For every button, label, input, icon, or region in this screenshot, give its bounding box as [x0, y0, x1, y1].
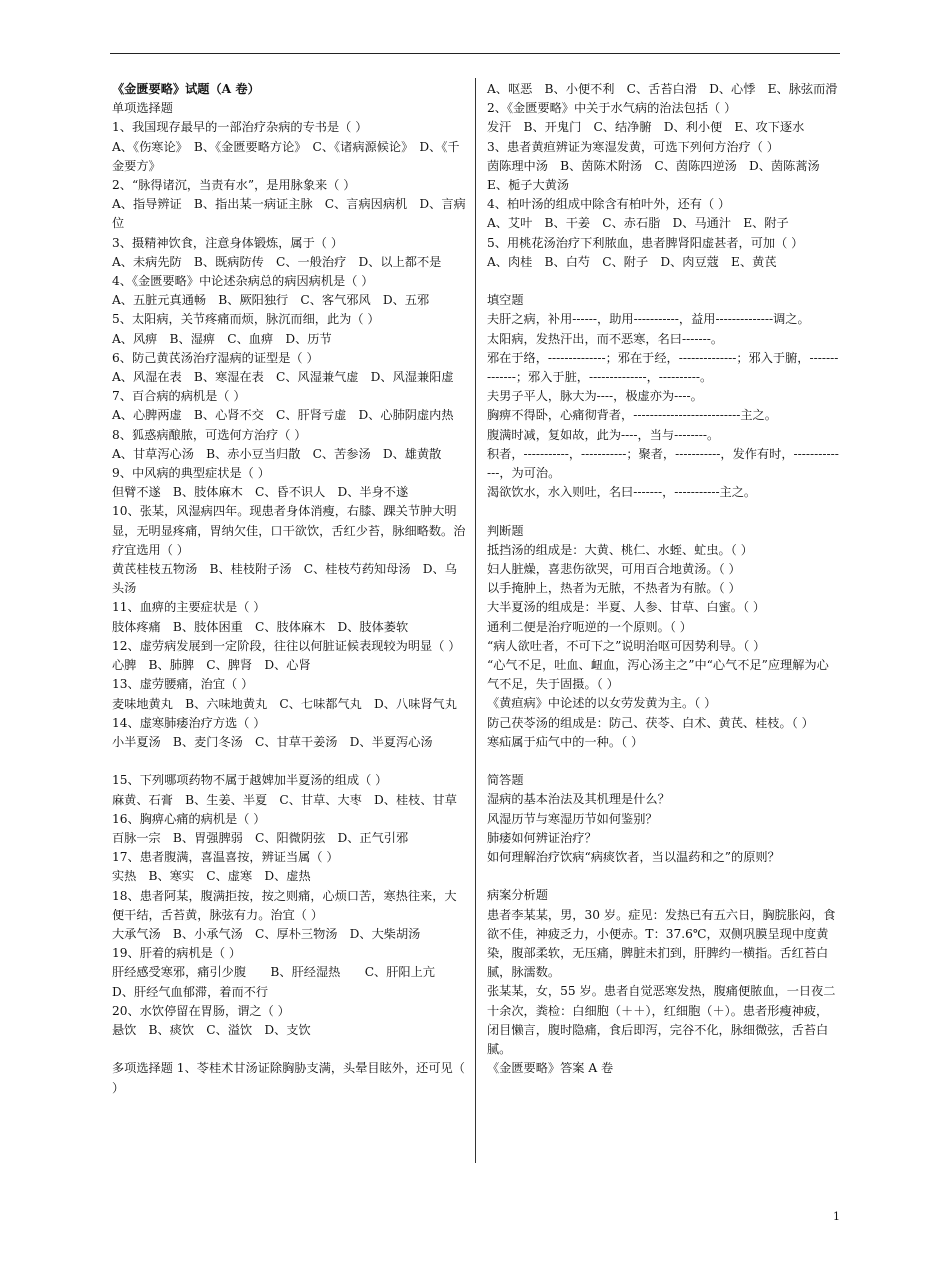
- text-line: A、五脏元真通畅 B、厥阳独行 C、客气邪风 D、五邪: [112, 293, 430, 308]
- text-line: 4、柏叶汤的组成中除含有柏叶外，还有（ ）: [487, 197, 731, 212]
- blank-line: [112, 752, 466, 771]
- text-line: 茵陈理中汤 B、茵陈术附汤 C、茵陈四逆汤 D、茵陈蒿汤 E、栀子大黄汤: [487, 158, 832, 193]
- text-line: 多项选择题 1、苓桂术甘汤证除胸胁支满，头晕目眩外，还可见（ ）: [112, 1061, 465, 1095]
- blank-line: [487, 752, 839, 771]
- blank-line: [487, 502, 839, 521]
- text-line: 13、虚劳腰痛，治宜（ ）: [112, 677, 254, 692]
- text-line: 寒疝属于疝气中的一种。（ ）: [487, 734, 644, 749]
- text-line: 夫男子平人，脉大为----，极虚亦为----。: [487, 389, 703, 404]
- text-line: 简答题: [487, 773, 524, 788]
- text-line: 9、中风病的典型症状是（ ）: [112, 466, 270, 481]
- text-line: 太阳病，发热汗出，而不恶寒，名曰-------。: [487, 331, 724, 346]
- text-line: 通利二便是治疗呃逆的一个原则。（ ）: [487, 619, 692, 634]
- text-line: 邪在于络，--------------；邪在于经，--------------；邪入于腑，--------------；邪入于脏，--------------，----------。: [487, 350, 839, 385]
- text-line: 3、患者黄疸辨证为寒湿发黄，可选下列何方治疗（ ）: [487, 139, 779, 154]
- text-line: 但臂不遂 B、肢体麻木 C、昏不识人 D、半身不遂: [112, 485, 409, 500]
- text-line: 19、肝着的病机是（ ）: [112, 946, 242, 961]
- text-line: 《金匮要略》答案 A 卷: [487, 1061, 614, 1076]
- text-line: 14、虚寒肺痿治疗方选（ ）: [112, 715, 266, 730]
- text-line: 风湿历节与寒湿历节如何鉴别？: [487, 811, 658, 826]
- text-line: 3、摄精神饮食，注意身体锻炼，属于（ ）: [112, 235, 344, 250]
- text-line: 胸痹不得卧，心痛彻背者，--------------------------主之。: [487, 408, 777, 423]
- text-line: 1、我国现存最早的一部治疗杂病的专书是（ ）: [112, 120, 368, 135]
- text-line: 腹满时减，复如故，此为----，当与--------。: [487, 427, 720, 442]
- text-line: 肢体疼痛 B、肢体困重 C、肢体麻木 D、肢体萎软: [112, 619, 409, 634]
- text-line: 张某某，女，55 岁。患者自觉恶寒发热，腹痛便脓血，一日夜二十余次，粪检：白细胞（＋＋），红细胞（＋）。患者形瘦神疲，闭目懒言，腹时隐痛，食后即泻，完谷不化，脉细微弦，舌苔白腻。: [487, 984, 836, 1057]
- text-line: 实热 B、寒实 C、虚寒 D、虚热: [112, 869, 311, 884]
- text-line: A、《伤寒论》 B、《金匮要略方论》 C、《诸病源候论》 D、《千金要方》: [112, 139, 460, 173]
- text-line: 18、患者阿某，腹满拒按，按之则痛，心烦口苦，寒热往来，大便干结，舌苔黄，脉弦有力。治宜（ ）: [112, 888, 457, 922]
- text-line: A、风痹 B、湿痹 C、血痹 D、历节: [112, 331, 332, 346]
- text-line: 5、用桃花汤治疗下利脓血，患者脾肾阳虚甚者，可加（ ）: [487, 235, 804, 250]
- text-line: 填空题: [487, 293, 524, 308]
- text-line: 判断题: [487, 523, 524, 538]
- text-line: 夫肝之病，补用------，助用-----------，益用--------------调之。: [487, 312, 810, 327]
- text-line: A、未病先防 B、既病防传 C、一般治疗 D、以上都不是: [112, 254, 442, 269]
- text-line: A、艾叶 B、干姜 C、赤石脂 D、马通汁 E、附子: [487, 216, 789, 231]
- right-column: [487, 80, 839, 1079]
- document-title: 《金匮要略》试题（A 卷）: [112, 82, 260, 96]
- blank-line: [112, 1040, 466, 1059]
- text-line: A、呕恶 B、小便不利 C、舌苔白滑 D、心悸 E、脉弦而滑: [487, 82, 838, 96]
- text-line: 17、患者腹满，喜温喜按，辨证当属（ ）: [112, 850, 339, 865]
- text-line: 麦味地黄丸 B、六味地黄丸 C、七味都气丸 D、八味肾气丸: [112, 696, 457, 711]
- text-line: 麻黄、石膏 B、生姜、半夏 C、甘草、大枣 D、桂枝、甘草: [112, 792, 457, 807]
- text-line: 抵挡汤的组成是：大黄、桃仁、水蛭、虻虫。（ ）: [487, 542, 753, 557]
- text-line: 如何理解治疗饮病“病痰饮者，当以温药和之”的原则？: [487, 850, 780, 865]
- text-line: 肺痿如何辨证治疗？: [487, 830, 597, 845]
- text-line: 大承气汤 B、小承气汤 C、厚朴三物汤 D、大柴胡汤: [112, 926, 421, 941]
- text-line: 肝经感受寒邪，痛引少腹 B、肝经湿热 C、肝阳上亢 D、肝经气血郁滞，着而不行: [112, 965, 448, 999]
- text-line: A、风湿在表 B、寒湿在表 C、风湿兼气虚 D、风湿兼阳虚: [112, 370, 454, 385]
- text-line: 7、百合病的病机是（ ）: [112, 389, 246, 404]
- text-line: A、肉桂 B、白芍 C、附子 D、肉豆蔻 E、黄芪: [487, 254, 777, 269]
- text-line: 2、“脉得诸沉，当责有水”，是用脉象来（ ）: [112, 178, 356, 193]
- page-number: 1: [833, 1210, 840, 1223]
- text-line: 10、张某，风湿病四年。现患者身体消瘦，右膝、踝关节肿大明显，无明显疼痛，胃纳欠佳，口干欲饮，舌红少苔，脉细略数。治疗宜选用（ ）: [112, 504, 466, 557]
- text-line: 2、《金匮要略》中关于水气病的治法包括（ ）: [487, 101, 737, 116]
- text-line: 11、血痹的主要症状是（ ）: [112, 600, 266, 615]
- text-line: A、心脾两虚 B、心肾不交 C、肝肾亏虚 D、心肺阴虚内热: [112, 408, 454, 423]
- text-line: 湿病的基本治法及其机理是什么？: [487, 792, 670, 807]
- text-line: 百脉一宗 B、胃强脾弱 C、阳微阴弦 D、正气引邪: [112, 830, 409, 845]
- text-line: 病案分析题: [487, 888, 548, 903]
- text-line: 防己茯苓汤的组成是：防己、茯苓、白术、黄芪、桂枝。（ ）: [487, 715, 814, 730]
- text-line: 《黄疸病》中论述的以女劳发黄为主。（ ）: [487, 696, 717, 711]
- header-rule: [110, 53, 840, 54]
- text-line: 发汗 B、开鬼门 C、结净腑 D、利小便 E、攻下逐水: [487, 120, 805, 135]
- text-line: 小半夏汤 B、麦门冬汤 C、甘草干姜汤 D、半夏泻心汤: [112, 734, 433, 749]
- text-line: 6、防己黄芪汤治疗湿病的证型是（ ）: [112, 350, 319, 365]
- text-line: 16、胸痹心痛的病机是（ ）: [112, 811, 266, 826]
- text-line: “心气不足，吐血、衄血，泻心汤主之”中“心气不足”应理解为心气不足，失于固摄。（ ）: [487, 658, 829, 692]
- text-line: 患者李某某，男，30 岁。症见：发热已有五六日，胸脘胀闷，食欲不佳，神疲乏力，小便赤。T：37.6℃，双侧巩膜呈现中度黄染，腹部柔软，无压痛，脾脏未扪到，肝脾约一横指。舌红苔白腻，脉濡数。: [487, 907, 836, 980]
- text-line: 15、下列哪项药物不属于越婢加半夏汤的组成（ ）: [112, 773, 388, 788]
- text-line: 悬饮 B、痰饮 C、溢饮 D、支饮: [112, 1022, 311, 1037]
- text-line: 单项选择题: [112, 101, 173, 116]
- text-line: 8、狐惑病酿脓，可选何方治疗（ ）: [112, 427, 307, 442]
- text-line: 妇人脏燥，喜悲伤欲哭，可用百合地黄汤。（ ）: [487, 562, 741, 577]
- column-divider: [475, 78, 476, 1163]
- text-line: 积者，-----------，-----------；聚者，-----------，发作有时，--------------，为可治。: [487, 446, 839, 481]
- text-line: 黄芪桂枝五物汤 B、桂枝附子汤 C、桂枝芍药知母汤 D、乌头汤: [112, 562, 457, 596]
- left-column: [112, 80, 466, 1098]
- text-line: “病人欲吐者，不可下之”说明治呕可因势利导。（ ）: [487, 638, 766, 653]
- blank-line: [487, 867, 839, 886]
- text-line: 以手掩肿上，热者为无脓，不热者为有脓。（ ）: [487, 581, 741, 596]
- blank-line: [487, 272, 839, 291]
- text-line: 12、虚劳病发展到一定阶段，往往以何脏证候表现较为明显（ ）: [112, 638, 461, 653]
- text-line: 5、太阳病，关节疼痛而烦，脉沉而细，此为（ ）: [112, 312, 380, 327]
- text-line: 20、水饮停留在胃肠，谓之（ ）: [112, 1003, 290, 1018]
- text-line: 渴欲饮水，水入则吐，名曰-------，-----------主之。: [487, 485, 757, 500]
- text-line: 4、《金匮要略》中论述杂病总的病因病机是（ ）: [112, 274, 374, 289]
- text-line: 心脾 B、肺脾 C、脾肾 D、心肾: [112, 658, 311, 673]
- text-line: 大半夏汤的组成是：半夏、人参、甘草、白蜜。（ ）: [487, 600, 766, 615]
- text-line: A、指导辨证 B、指出某一病证主脉 C、言病因病机 D、言病位: [112, 197, 466, 231]
- text-line: A、甘草泻心汤 B、赤小豆当归散 C、苦参汤 D、雄黄散: [112, 446, 442, 461]
